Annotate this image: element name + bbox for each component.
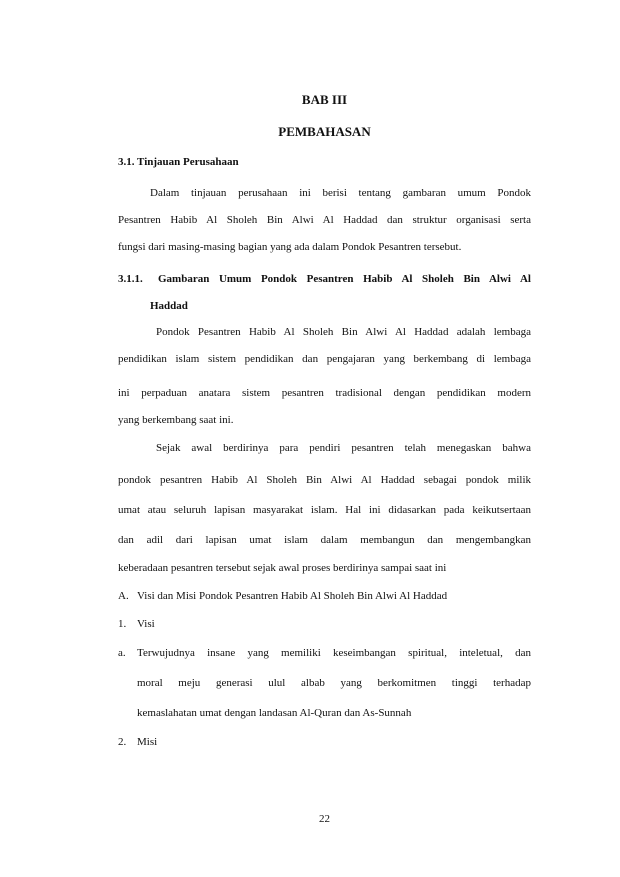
para3-line3: umat atau seluruh lapisan masyarakat islam. Hal ini didasarkan pada keikutsertaan	[118, 504, 531, 516]
section-heading-3-1-1: Gambaran Umum Pondok Pesantren Habib Al Sholeh Bin Alwi Al	[158, 273, 531, 285]
section-heading-3-1: 3.1. Tinjauan Perusahaan	[118, 156, 239, 168]
para2-line1: Pondok Pesantren Habib Al Sholeh Bin Alwi Al Haddad adalah lembaga	[156, 326, 531, 338]
list-label-sub-a: a.	[118, 647, 126, 659]
list-label-2: 2.	[118, 736, 127, 748]
page-title: PEMBAHASAN	[278, 124, 371, 139]
section-heading-3-1-1-cont: Haddad	[150, 300, 188, 312]
list-label-a: A.	[118, 590, 129, 602]
chapter-heading: BAB III	[301, 92, 348, 107]
para3-line1: Sejak awal berdirinya para pendiri pesantren telah menegaskan bahwa	[156, 442, 531, 454]
para1-line1: Dalam tinjauan perusahaan ini berisi tentang gambaran umum Pondok	[150, 187, 531, 199]
para3-line4: dan adil dari lapisan umat islam dalam membangun dan mengembangkan	[118, 534, 531, 546]
visi-line3: kemaslahatan umat dengan landasan Al-Quran dan As-Sunnah	[137, 707, 412, 719]
para3-line5: keberadaan pesantren tersebut sejak awal proses berdirinya sampai saat ini	[118, 562, 447, 574]
para1-line3: fungsi dari masing-masing bagian yang ada dalam Pondok Pesantren tersebut.	[118, 241, 462, 253]
para2-line4: yang berkembang saat ini.	[118, 414, 234, 426]
list-item-visi: Visi	[137, 618, 155, 630]
list-item-misi: Misi	[137, 736, 158, 748]
page-number: 22	[319, 813, 330, 825]
para1-line2: Pesantren Habib Al Sholeh Bin Alwi Al Haddad dan struktur organisasi serta	[118, 214, 531, 226]
list-label-1: 1.	[118, 618, 127, 630]
para2-line2: pendidikan islam sistem pendidikan dan pengajaran yang berkembang di lembaga	[118, 353, 531, 365]
list-item-a: Visi dan Misi Pondok Pesantren Habib Al Sholeh Bin Alwi Al Haddad	[137, 590, 448, 602]
section-number-3-1-1: 3.1.1.	[118, 273, 143, 285]
para3-line2: pondok pesantren Habib Al Sholeh Bin Alwi Al Haddad sebagai pondok milik	[118, 474, 531, 486]
visi-line2: moral meju generasi ulul albab yang berkomitmen tinggi terhadap	[137, 677, 531, 689]
para2-line3: ini perpaduan anatara sistem pesantren tradisional dengan pendidikan modern	[118, 387, 531, 399]
visi-line1: Terwujudnya insane yang memiliki keseimbangan spiritual, inteletual, dan	[137, 647, 531, 659]
